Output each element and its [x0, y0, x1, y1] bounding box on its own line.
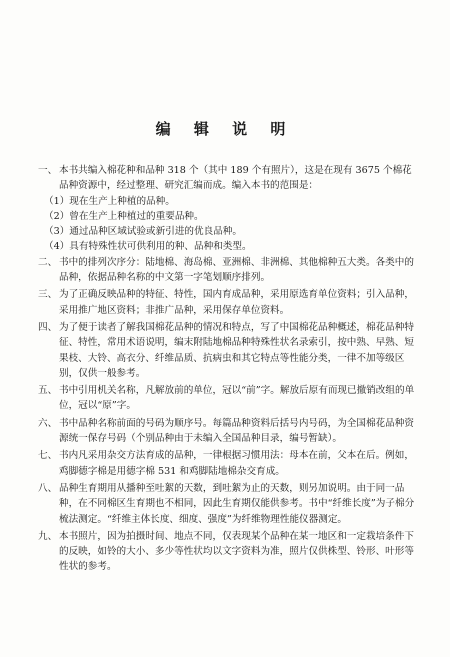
scope-text: 通过品种区域试验或新引进的优良品种。	[69, 226, 242, 238]
item-text: 本书共编入棉花种和品种 318 个（其中 189 个有照片），这是在现有 3675 个棉花品种资源中，经过整理、研究汇编而成。编入本书的范围是：	[59, 165, 412, 192]
item-number: 六、	[38, 417, 58, 429]
scope-item	[38, 239, 420, 254]
list-item	[38, 481, 420, 527]
list-item	[38, 416, 420, 447]
item-number: 九、	[38, 530, 58, 542]
scope-item	[38, 209, 420, 224]
item-text: 为了便于读者了解我国棉花品种的情况和特点，写了中国棉花品种概述，棉花品种特征、特性，常用术语说明，编末附陆地棉品种特殊性状名录索引，按中熟、早熟、短果枝、大铃、高衣分、纤维品质、抗病虫和其它特点等性能分类，一律不加等级区别，仅供一般参考。	[59, 321, 414, 379]
item-number: 三、	[38, 289, 58, 301]
list-item	[38, 320, 420, 381]
document-body	[38, 163, 420, 575]
item-text: 为了正确反映品种的特征、特性，国内育成品种，采用原选育单位资料；引入品种，采用推广地区资料；非推广品种，采用保存单位资料。	[59, 289, 414, 316]
item-text: 书中的排列次序分：陆地棉、海岛棉、亚洲棉、非洲棉、其他棉种五大类。各类中的品种，依据品种名称的中文第一字笔划顺序排列。	[59, 256, 414, 284]
item-text: 书中品种名称前面的号码为顺序号。每篇品种资料后括号内号码，为全国棉花品种资源统一保存号码（个别品种由于未编入全国品种目录，编号暂缺）。	[59, 417, 414, 445]
item-number: 七、	[38, 450, 58, 462]
scope-number: （3）	[44, 226, 70, 238]
item-number: 八、	[38, 482, 58, 494]
item-number: 四、	[38, 321, 58, 333]
item-number: 五、	[38, 385, 58, 397]
list-item	[38, 448, 420, 479]
scope-number: （4）	[44, 241, 70, 253]
scope-item	[38, 224, 420, 239]
item-number: 二、	[38, 256, 58, 268]
list-item	[38, 529, 420, 575]
scope-text: 具有特殊性状可供利用的种、品种和类型。	[69, 241, 252, 253]
scope-number: （2）	[44, 210, 70, 222]
scope-item	[38, 194, 420, 209]
list-item	[38, 255, 420, 286]
list-item	[38, 163, 420, 194]
scope-text: 曾在生产上种植过的重要品种。	[69, 210, 204, 222]
item-text: 品种生育期用从播种至吐絮的天数，到吐絮为止的天数，则另加说明。由于同一品种，在不同棉区生育期也不相同，因此生育期仅能供参考。书中“纤维长度”为子棉分梳法测定。“纤维主体长度、细度、强度”为纤维物理性能仪器测定。	[59, 482, 415, 525]
scope-text: 现在生产上种植的品种。	[69, 195, 175, 207]
list-item	[38, 383, 420, 414]
item-number: 一、	[38, 165, 58, 176]
item-text: 本书照片，因为拍摄时间、地点不同，仅表现某个品种在某一地区和一定栽培条件下的反映，如铃的大小、多少等性状均以文字资料为准，照片仅供株型、铃形、叶形等性状的参考。	[59, 530, 414, 573]
page-title: 编 辑 说 明	[155, 120, 295, 138]
item-text: 书中引用机关名称，凡解放前的单位，冠以“前”字。解放后原有而现已撤销改组的单位，冠以“原”字。	[59, 385, 415, 412]
scope-number: （1）	[44, 195, 70, 207]
list-item	[38, 287, 420, 318]
item-text: 书内凡采用杂交方法育成的品种，一律根据习惯用法：母本在前，父本在后。例如，鸡脚德字棉是用德字棉 531 和鸡脚陆地棉杂交育成。	[59, 450, 414, 477]
